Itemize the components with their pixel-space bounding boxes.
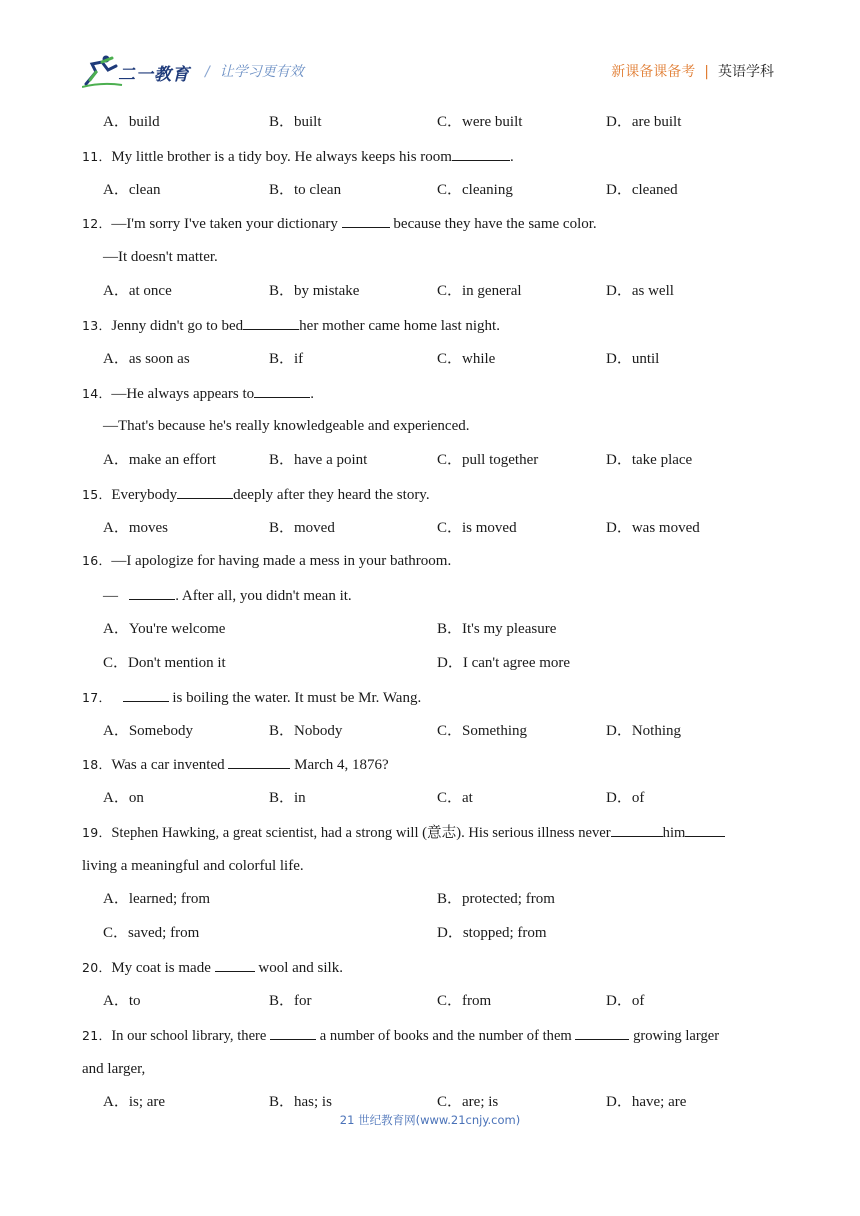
q16-option-d: D．I can't agree more xyxy=(437,655,571,671)
question-number: 16． xyxy=(82,553,112,568)
question-19-cont: living a meaningful and colorful life. xyxy=(82,858,304,874)
logo-text: 二一教育 xyxy=(118,65,190,85)
question-number: 13． xyxy=(82,318,112,333)
page-header xyxy=(0,0,860,100)
header-right: 新课备课备考 | 英语学科 xyxy=(611,64,774,80)
question-stem: Everybody xyxy=(111,487,178,503)
q12-option-b: B．by mistake xyxy=(269,283,360,299)
q16-option-a: A．You're welcome xyxy=(103,621,226,637)
q21-option-c: C．are; is xyxy=(437,1094,499,1110)
question-12-reply: —It doesn't matter. xyxy=(103,249,218,265)
question-stem: In our school library, there xyxy=(111,1028,271,1044)
q20-option-b: B．for xyxy=(269,993,312,1009)
header-tagline: 新课备课备考 xyxy=(611,64,696,80)
answer-blank xyxy=(270,1025,316,1040)
question-16-reply xyxy=(103,585,352,605)
question-stem-end: . xyxy=(509,149,514,165)
question-stem: My coat is made xyxy=(111,960,215,976)
q10-option-d: D．are built xyxy=(606,114,682,130)
reply-dash: — xyxy=(103,588,122,604)
question-14-reply: —That's because he's really knowledgeable and experienced. xyxy=(103,418,470,434)
q14-option-a: A．make an effort xyxy=(103,452,217,468)
answer-blank xyxy=(129,585,175,600)
q20-option-c: C．from xyxy=(437,993,492,1009)
answer-blank xyxy=(611,822,663,837)
answer-blank xyxy=(215,957,255,972)
question-stem: —He always appears to xyxy=(111,386,255,402)
question-number: 15． xyxy=(82,487,112,502)
q21-option-b: B．has; is xyxy=(269,1094,332,1110)
question-13 xyxy=(82,315,500,335)
answer-blank xyxy=(243,315,299,330)
q19-option-c: C．saved; from xyxy=(103,925,200,941)
q18-option-a: A．on xyxy=(103,790,144,806)
q17-option-b: B．Nobody xyxy=(269,723,343,739)
q17-option-a: A．Somebody xyxy=(103,723,194,739)
question-stem: My little brother is a tidy boy. He always keeps his room xyxy=(111,149,452,165)
page-footer: 21 世纪教育网(www.21cnjy.com) xyxy=(339,1113,521,1127)
slogan-text: 让学习更有效 xyxy=(219,64,304,80)
q15-option-d: D．was moved xyxy=(606,520,700,536)
question-21 xyxy=(82,1025,719,1045)
q16-option-c: C．Don't mention it xyxy=(103,655,226,671)
q14-option-d: D．take place xyxy=(606,452,693,468)
answer-blank xyxy=(123,687,169,702)
q15-option-c: C．is moved xyxy=(437,520,517,536)
answer-blank xyxy=(685,822,725,837)
question-16 xyxy=(82,551,451,571)
question-11 xyxy=(82,146,514,166)
slogan: / 让学习更有效 xyxy=(205,64,304,80)
question-17 xyxy=(82,687,421,707)
question-stem-end: because they have the same color. xyxy=(389,216,597,232)
question-stem: —I apologize for having made a mess in your bathroom. xyxy=(111,553,452,569)
q18-option-d: D．of xyxy=(606,790,645,806)
question-number: 21． xyxy=(82,1028,112,1043)
q16-option-b: B．It's my pleasure xyxy=(437,621,557,637)
answer-blank xyxy=(452,146,510,161)
q10-option-b: B．built xyxy=(269,114,322,130)
q11-option-b: B．to clean xyxy=(269,182,342,198)
question-12 xyxy=(82,213,597,233)
header-subject: 英语学科 xyxy=(718,64,774,80)
q18-option-b: B．in xyxy=(269,790,306,806)
q13-option-b: B．if xyxy=(269,351,304,367)
answer-blank xyxy=(342,213,390,228)
question-21-cont: and larger, xyxy=(82,1061,146,1077)
q17-option-c: C．Something xyxy=(437,723,528,739)
question-number: 12． xyxy=(82,216,112,231)
question-stem: Jenny didn't go to bed xyxy=(111,318,244,334)
q21-option-a: A．is; are xyxy=(103,1094,166,1110)
q11-option-a: A．clean xyxy=(103,182,161,198)
question-stem-mid: a number of books and the number of them xyxy=(316,1028,576,1044)
q15-option-b: B．moved xyxy=(269,520,335,536)
q20-option-a: A．to xyxy=(103,993,141,1009)
question-stem-end: her mother came home last night. xyxy=(299,318,500,334)
question-14 xyxy=(82,383,314,403)
q19-option-d: D．stopped; from xyxy=(437,925,547,941)
question-stem-mid: him xyxy=(662,825,686,841)
q21-option-d: D．have; are xyxy=(606,1094,687,1110)
q18-option-c: C．at xyxy=(437,790,473,806)
q10-option-a: A．build xyxy=(103,114,160,130)
q11-option-d: D．cleaned xyxy=(606,182,678,198)
q10-option-c: C．were built xyxy=(437,114,523,130)
question-19 xyxy=(82,822,725,842)
question-number: 18． xyxy=(82,757,112,772)
q12-option-a: A．at once xyxy=(103,283,172,299)
question-stem-end: March 4, 1876? xyxy=(290,757,389,773)
question-number: 14． xyxy=(82,386,112,401)
q14-option-c: C．pull together xyxy=(437,452,539,468)
question-number: 20． xyxy=(82,960,112,975)
reply-text: . After all, you didn't mean it. xyxy=(175,588,352,604)
question-20 xyxy=(82,957,343,977)
answer-blank xyxy=(177,484,233,499)
question-number: 19． xyxy=(82,825,112,840)
q17-option-d: D．Nothing xyxy=(606,723,682,739)
q13-option-c: C．while xyxy=(437,351,496,367)
q13-option-a: A．as soon as xyxy=(103,351,190,367)
q11-option-c: C．cleaning xyxy=(437,182,513,198)
question-stem-end: wool and silk. xyxy=(254,960,343,976)
question-stem: Was a car invented xyxy=(111,757,229,773)
q12-option-d: D．as well xyxy=(606,283,674,299)
question-stem-end: . xyxy=(310,386,314,402)
q12-option-c: C．in general xyxy=(437,283,522,299)
answer-blank xyxy=(254,383,310,398)
q19-option-b: B．protected; from xyxy=(437,891,555,907)
q19-option-a: A．learned; from xyxy=(103,891,211,907)
question-18 xyxy=(82,754,389,774)
question-stem-end: deeply after they heard the story. xyxy=(233,487,430,503)
q15-option-a: A．moves xyxy=(103,520,168,536)
question-stem-end: is boiling the water. It must be Mr. Wang. xyxy=(168,690,422,706)
q20-option-d: D．of xyxy=(606,993,645,1009)
q14-option-b: B．have a point xyxy=(269,452,368,468)
answer-blank xyxy=(575,1025,629,1040)
question-number: 17． xyxy=(82,690,112,705)
question-number: 11． xyxy=(82,149,112,164)
question-15 xyxy=(82,484,430,504)
q13-option-d: D．until xyxy=(606,351,660,367)
answer-blank xyxy=(228,754,290,769)
question-stem-end: growing larger xyxy=(629,1028,720,1044)
question-stem: Stephen Hawking, a great scientist, had a strong will (意志). His serious illness never xyxy=(111,825,611,841)
question-stem: —I'm sorry I've taken your dictionary xyxy=(111,216,342,232)
